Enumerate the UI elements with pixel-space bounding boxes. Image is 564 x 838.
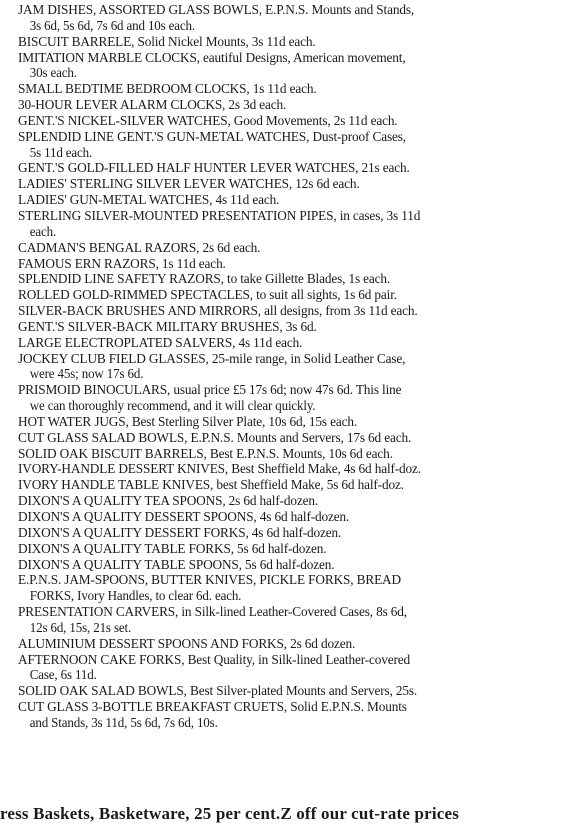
list-item-continuation: each. xyxy=(29,223,57,239)
list-item: AFTERNOON CAKE FORKS, Best Quality, in Silk-lined Leather-covered xyxy=(18,651,411,667)
list-item: GENT.'S GOLD-FILLED HALF HUNTER LEVER WATCHES, 21s each. xyxy=(18,160,410,176)
list-item: IVORY HANDLE TABLE KNIVES, best Sheffield Make, 5s 6d half-doz. xyxy=(18,477,404,493)
list-item: SILVER-BACK BRUSHES AND MIRRORS, all designs, from 3s 11d each. xyxy=(18,303,418,319)
list-item: BISCUIT BARRELE, Solid Nickel Mounts, 3s 11d each. xyxy=(18,33,316,49)
list-item: 30-HOUR LEVER ALARM CLOCKS, 2s 3d each. xyxy=(18,97,287,113)
list-item: DIXON'S A QUALITY TABLE FORKS, 5s 6d half-dozen. xyxy=(18,540,327,556)
list-item: SPLENDID LINE SAFETY RAZORS, to take Gillette Blades, 1s each. xyxy=(18,271,391,287)
list-item-continuation: 30s each. xyxy=(29,65,77,81)
list-item: LADIES' GUN-METAL WATCHES, 4s 11d each. xyxy=(18,192,280,208)
list-item-continuation: Case, 6s 11d. xyxy=(29,667,97,683)
list-item-continuation: 12s 6d, 15s, 21s set. xyxy=(29,619,132,635)
list-item: ROLLED GOLD-RIMMED SPECTACLES, to suit all sights, 1s 6d pair. xyxy=(18,287,397,303)
list-item: DIXON'S A QUALITY DESSERT FORKS, 4s 6d half-dozen. xyxy=(18,524,342,540)
list-item: CUT GLASS SALAD BOWLS, E.P.N.S. Mounts and Servers, 17s 6d each. xyxy=(18,429,412,445)
list-item: LARGE ELECTROPLATED SALVERS, 4s 11d each. xyxy=(18,334,303,350)
footer-banner: ress Baskets, Basketware, 25 per cent.Z off our cut-rate prices xyxy=(0,804,459,823)
list-item: ALUMINIUM DESSERT SPOONS AND FORKS, 2s 6d dozen. xyxy=(18,635,356,651)
list-item-continuation: were 45s; now 17s 6d. xyxy=(29,366,144,382)
list-item: FAMOUS ERN RAZORS, 1s 11d each. xyxy=(18,255,226,271)
list-item-continuation: 3s 6d, 5s 6d, 7s 6d and 10s each. xyxy=(29,17,196,33)
list-item: GENT.'S SILVER-BACK MILITARY BRUSHES, 3s 6d. xyxy=(18,318,317,334)
list-item-continuation: we can thoroughly recommend, and it will clear quickly. xyxy=(29,398,316,414)
list-item: IVORY-HANDLE DESSERT KNIVES, Best Sheffield Make, 4s 6d half-doz. xyxy=(18,461,421,477)
list-item: LADIES' STERLING SILVER LEVER WATCHES, 12s 6d each. xyxy=(18,176,360,192)
list-item: SOLID OAK SALAD BOWLS, Best Silver-plated Mounts and Servers, 25s. xyxy=(18,683,418,699)
list-item: JAM DISHES, ASSORTED GLASS BOWLS, E.P.N.S. Mounts and Stands, xyxy=(18,2,415,17)
list-item: DIXON'S A QUALITY DESSERT SPOONS, 4s 6d half-dozen. xyxy=(18,509,350,524)
list-item: GENT.'S NICKEL-SILVER WATCHES, Good Movements, 2s 11d each. xyxy=(18,112,398,128)
list-item: HOT WATER JUGS, Best Sterling Silver Plate, 10s 6d, 15s each. xyxy=(18,413,358,429)
list-item: CUT GLASS 3-BOTTLE BREAKFAST CRUETS, Solid E.P.N.S. Mounts xyxy=(18,699,407,715)
list-item: IMITATION MARBLE CLOCKS, eautiful Designs, American movement, xyxy=(18,49,406,65)
list-item: SPLENDID LINE GENT.'S GUN-METAL WATCHES, Dust-proof Cases, xyxy=(18,128,406,144)
list-item: CADMAN'S BENGAL RAZORS, 2s 6d each. xyxy=(18,239,261,255)
list-item-continuation: FORKS, Ivory Handles, to clear 6d. each. xyxy=(29,588,242,604)
list-item: SOLID OAK BISCUIT BARRELS, Best E.P.N.S. Mounts, 10s 6d each. xyxy=(18,445,393,461)
list-item: STERLING SILVER-MOUNTED PRESENTATION PIPES, in cases, 3s 11d xyxy=(18,207,421,223)
list-item: JOCKEY CLUB FIELD GLASSES, 25-mile range, in Solid Leather Case, xyxy=(18,350,406,366)
list-item-continuation: and Stands, 3s 11d, 5s 6d, 7s 6d, 10s. xyxy=(29,714,218,730)
list-item: DIXON'S A QUALITY TABLE SPOONS, 5s 6d half-dozen. xyxy=(18,556,335,572)
list-item: DIXON'S A QUALITY TEA SPOONS, 2s 6d half-dozen. xyxy=(18,493,319,509)
list-item: SMALL BEDTIME BEDROOM CLOCKS, 1s 11d each. xyxy=(18,81,317,97)
list-item: PRESENTATION CARVERS, in Silk-lined Leather-Covered Cases, 8s 6d, xyxy=(18,604,407,620)
list-item: PRISMOID BINOCULARS, usual price £5 17s 6d; now 47s 6d. This line xyxy=(18,382,402,398)
list-item-continuation: 5s 11d each. xyxy=(29,144,93,160)
list-item: E.P.N.S. JAM-SPOONS, BUTTER KNIVES, PICKLE FORKS, BREAD xyxy=(18,572,401,588)
price-list xyxy=(18,2,560,731)
